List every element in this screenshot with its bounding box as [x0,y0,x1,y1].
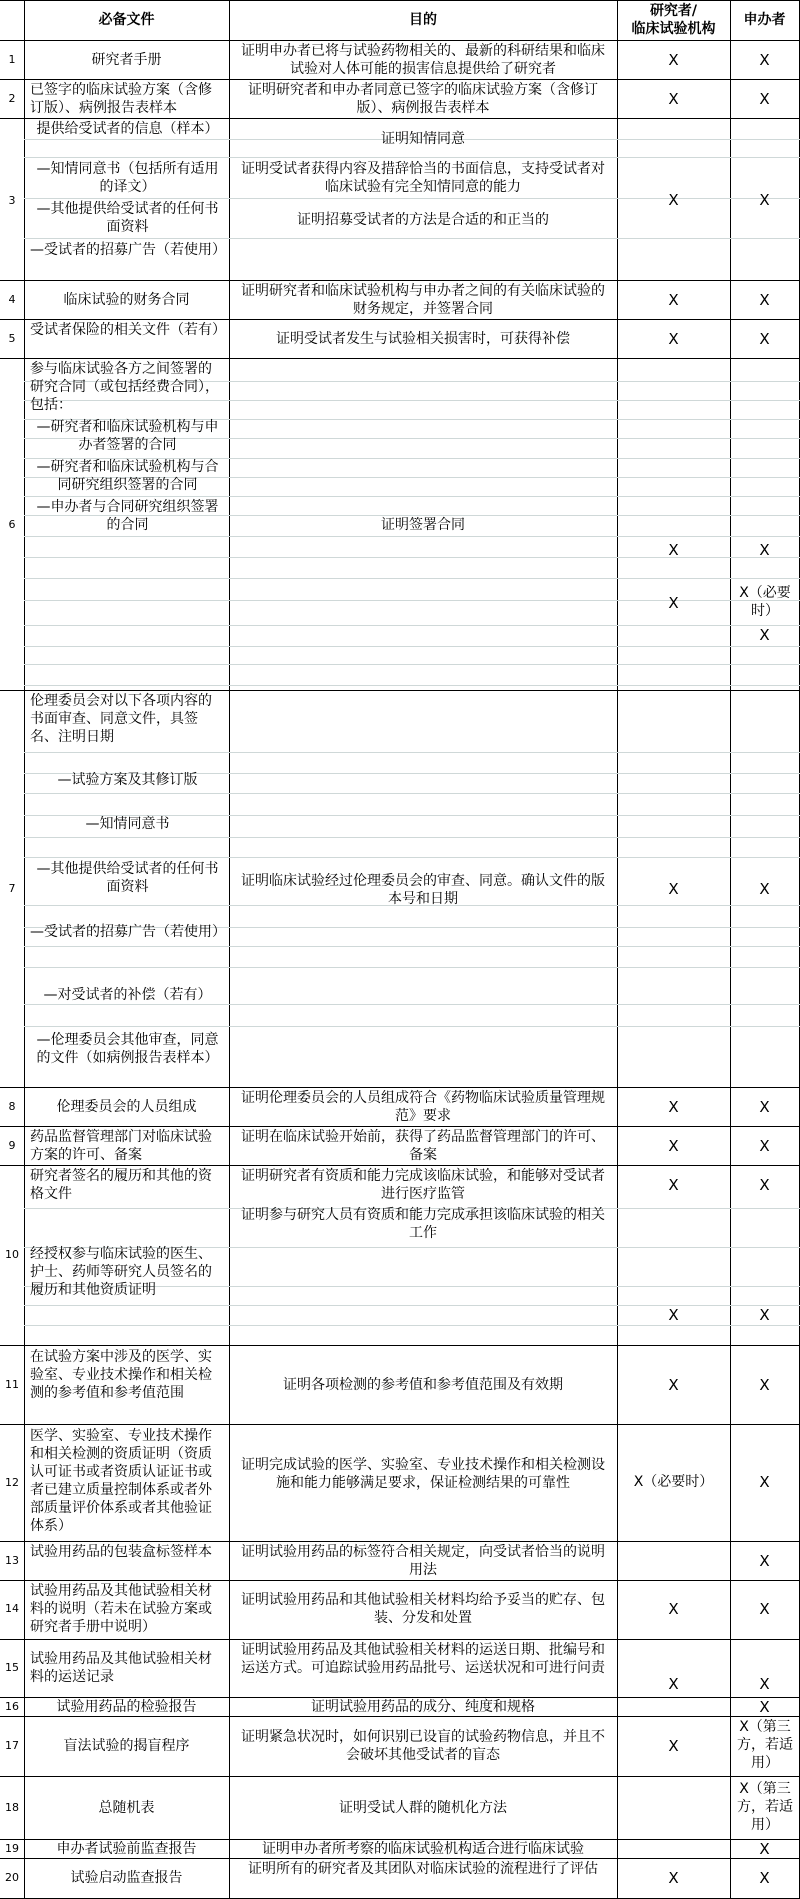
header-investigator-line1: 研究者/ [649,3,698,19]
purpose-text: 证明试验用药品及其他试验相关材料的运送日期、批编号和运送方式。可追踪试验用药品批号、运送状况和可进行问责 [241,1642,605,1676]
row-number: 16 [5,1700,19,1713]
row-number: 20 [5,1871,19,1884]
row-number: 9 [8,1139,16,1152]
investigator-mark: X [668,51,679,69]
sponsor-mark: X [759,1473,770,1491]
document-name: 试验用药品的检验报告 [56,1699,197,1715]
document-name: 参与临床试验各方之间签署的研究合同（或包括经费合同），包括： [30,361,219,413]
row-number: 6 [8,518,16,531]
investigator-mark: X（必要时） [633,1474,714,1490]
purpose-text: 证明参与研究人员有资质和能力完成承担该临床试验的相关工作 [241,1207,605,1241]
document-name: 试验用药品的包装盒标签样本 [30,1544,212,1560]
investigator-mark: X [668,191,679,209]
document-subitem: —申办者与合同研究组织签署的合同 [36,499,219,533]
document-subitem: —受试者的招募广告（若使用） [30,924,226,940]
sponsor-mark: X [759,291,770,309]
purpose-text: 证明申办者所考察的临床试验机构适合进行临床试验 [262,1841,584,1857]
row-number: 17 [5,1739,19,1752]
document-subitem: —受试者的招募广告（若使用） [30,242,226,258]
purpose-text: 证明受试人群的随机化方法 [339,1800,507,1816]
purpose-text: 证明签署合同 [381,517,465,533]
sponsor-mark: X [759,1840,770,1858]
document-subitem: —研究者和临床试验机构与合同研究组织签署的合同 [36,459,219,493]
purpose-text: 证明在临床试验开始前，获得了药品监督管理部门的许可、备案 [241,1129,605,1163]
header-investigator-line2: 临床试验机构 [631,21,716,37]
purpose-text: 证明试验用药品和其他试验相关材料均给予妥当的贮存、包装、分发和处置 [241,1592,605,1626]
investigator-mark: X [668,541,679,559]
document-name: 伦理委员会的人员组成 [56,1099,197,1115]
investigator-mark: X [668,1675,679,1693]
sponsor-mark: X [759,1552,770,1570]
sponsor-mark: X [759,880,770,898]
sponsor-mark: X [759,191,770,209]
sponsor-mark: X [759,1376,770,1394]
document-subitem: —其他提供给受试者的任何书面资料 [36,201,219,235]
header-documents: 必备文件 [98,12,155,28]
document-name: 研究者签名的履历和其他的资格文件 [30,1168,212,1202]
investigator-mark: X [668,1306,679,1324]
sponsor-mark: X [759,1176,770,1194]
sponsor-mark: X [759,90,770,108]
row-number: 12 [5,1476,19,1489]
document-name: 医学、实验室、专业技术操作和相关检测的资质证明（资质认可证书或者资质认证证书或者已建立质量控制体系或者外部质量评价体系或者其他验证体系） [30,1428,212,1534]
document-name: 研究者手册 [91,52,162,68]
investigator-mark: X [668,1600,679,1618]
grid-line [24,0,25,1899]
purpose-text: 证明伦理委员会的人员组成符合《药物临床试验质量管理规范》要求 [241,1090,605,1124]
purpose-text: 证明研究者有资质和能力完成该临床试验，和能够对受试者进行医疗监管 [241,1168,605,1202]
investigator-mark: X [668,880,679,898]
document-subitem: —对受试者的补偿（若有） [43,987,212,1003]
row-number: 11 [5,1378,19,1391]
row-number: 2 [8,92,16,105]
document-name: 临床试验的财务合同 [63,292,190,308]
row-number: 13 [5,1554,19,1567]
sponsor-mark: X（第三方，若适用） [737,1781,793,1833]
document-name: 试验用药品及其他试验相关材料的运送记录 [30,1651,212,1685]
purpose-text: 证明临床试验经过伦理委员会的审查、同意。确认文件的版本号和日期 [241,873,605,907]
sponsor-mark: X（第三方，若适用） [737,1719,793,1771]
purpose-text: 证明各项检测的参考值和参考值范围及有效期 [283,1377,563,1393]
row-number: 18 [5,1801,19,1814]
document-name: 药品监督管理部门对临床试验方案的许可、备案 [30,1129,212,1163]
investigator-mark: X [668,594,679,612]
row-number: 7 [8,882,16,895]
document-subitem: —伦理委员会其他审查，同意的文件（如病例报告表样本） [36,1032,219,1066]
purpose-text: 证明知情同意 [381,131,465,147]
sponsor-mark: X [759,541,770,559]
purpose-text: 证明试验用药品的成分、纯度和规格 [311,1699,535,1715]
document-name: 申办者试验前监查报告 [56,1841,197,1857]
row-number: 10 [5,1248,19,1261]
investigator-mark: X [668,1737,679,1755]
document-name: 伦理委员会对以下各项内容的书面审查、同意文件，具签名、注明日期 [30,693,212,745]
sponsor-mark: X [759,1306,770,1324]
row-number: 5 [8,332,16,345]
purpose-text: 证明完成试验的医学、实验室、专业技术操作和相关检测设施和能力能够满足要求，保证检测结果的可靠性 [241,1457,605,1491]
investigator-mark: X [668,330,679,348]
sponsor-mark: X [759,1869,770,1887]
purpose-text: 证明受试者获得内容及措辞恰当的书面信息，支持受试者对临床试验有完全知情同意的能力 [241,161,605,195]
document-subitem: —知情同意书（包括所有适用的译文） [36,161,219,195]
purpose-text: 证明招募受试者的方法是合适的和正当的 [297,212,549,228]
purpose-text: 证明受试者发生与试验相关损害时，可获得补偿 [276,331,570,347]
investigator-mark: X [668,90,679,108]
sponsor-mark: X [759,51,770,69]
sponsor-mark: X [759,626,770,644]
row-number: 4 [8,293,16,306]
sponsor-mark: X [759,1600,770,1618]
investigator-mark: X [668,1098,679,1116]
purpose-text: 证明试验用药品的标签符合相关规定，向受试者恰当的说明用法 [241,1544,605,1578]
sponsor-mark: X [759,1698,770,1716]
row-number: 19 [5,1842,19,1855]
document-subitem: —其他提供给受试者的任何书面资料 [36,861,219,895]
document-name: 经授权参与临床试验的医生、护士、药师等研究人员签名的履历和其他资质证明 [30,1246,212,1298]
investigator-mark: X [668,1137,679,1155]
header-purpose: 目的 [409,12,437,28]
investigator-mark: X [668,1176,679,1194]
document-name: 已签字的临床试验方案（含修订版）、病例报告表样本 [30,82,212,116]
document-subitem: —试验方案及其修订版 [57,772,198,788]
document-name: 在试验方案中涉及的医学、实验室、专业技术操作和相关检测的参考值和参考值范围 [30,1349,212,1401]
sponsor-mark: X [759,1098,770,1116]
grid-line [229,0,230,1899]
row-number: 3 [8,194,16,207]
sponsor-mark: X（必要时） [739,585,791,619]
row-number: 1 [8,53,16,66]
investigator-mark: X [668,291,679,309]
sponsor-mark: X [759,330,770,348]
purpose-text: 证明研究者和临床试验机构与申办者之间的有关临床试验的财务规定，并签署合同 [241,283,605,317]
document-name: 试验用药品及其他试验相关材料的说明（若未在试验方案或研究者手册中说明） [30,1583,212,1635]
document-name: 提供给受试者的信息（样本） [36,121,219,137]
investigator-mark: X [668,1869,679,1887]
investigator-mark: X [668,1376,679,1394]
purpose-text: 证明申办者已将与试验药物相关的、最新的科研结果和临床试验对人体可能的损害信息提供给了研究者 [241,43,605,77]
purpose-text: 证明研究者和申办者同意已签字的临床试验方案（含修订版）、病例报告表样本 [248,82,598,116]
document-name: 试验启动监查报告 [70,1870,183,1886]
document-name: 受试者保险的相关文件（若有） [30,322,226,338]
document-subitem: —知情同意书 [85,816,170,832]
sponsor-mark: X [759,1137,770,1155]
purpose-text: 证明紧急状况时，如何识别已设盲的试验药物信息，并且不会破坏其他受试者的盲态 [241,1729,605,1763]
row-number: 8 [8,1100,16,1113]
document-name: 总随机表 [98,1800,155,1816]
row-number: 14 [5,1602,19,1615]
document-subitem: —研究者和临床试验机构与申办者签署的合同 [36,419,219,453]
purpose-text: 证明所有的研究者及其团队对临床试验的流程进行了评估 [248,1861,598,1877]
sponsor-mark: X [759,1675,770,1693]
row-number: 15 [5,1661,19,1674]
header-sponsor: 申办者 [743,12,786,28]
document-name: 盲法试验的揭盲程序 [63,1738,190,1754]
